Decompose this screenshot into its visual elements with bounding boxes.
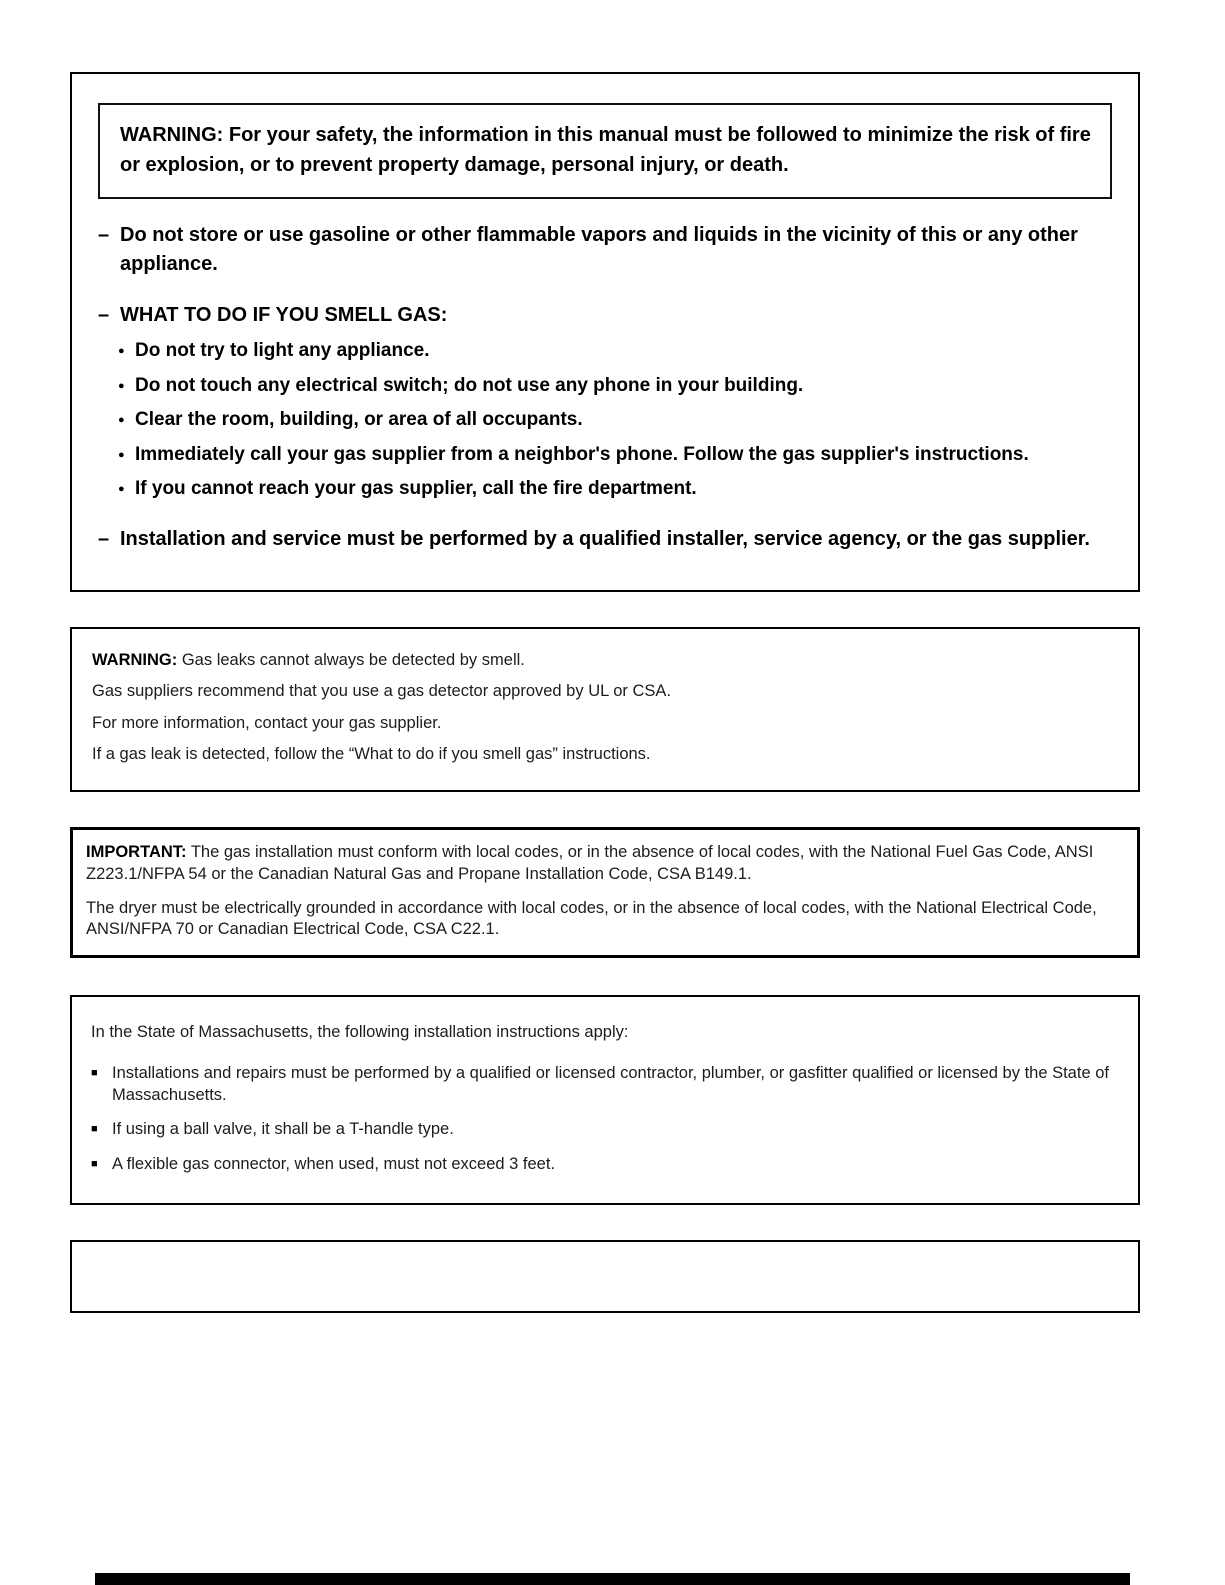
- list-item-text: Do not touch any electrical switch; do not use any phone in your building.: [135, 374, 804, 396]
- footer-bar: [95, 1573, 1130, 1585]
- dash-marker: –: [98, 527, 110, 550]
- massachusetts-box: [70, 995, 1140, 1205]
- gas-leak-line: [92, 650, 1118, 671]
- list-item-smell-gas-title: [98, 301, 1112, 330]
- list-item-text: Clear the room, building, or area of all occupants.: [135, 409, 583, 431]
- list-item: [118, 475, 1112, 503]
- list-item: [91, 1154, 1118, 1175]
- list-item-flammable: [98, 221, 1112, 279]
- gas-leak-line: Gas suppliers recommend that you use a gas detector approved by UL or CSA.: [92, 682, 672, 701]
- list-item-text: Installation and service must be performed by a qualified installer, service agency, or the gas supplier.: [120, 527, 1090, 550]
- important-label: IMPORTANT:: [86, 843, 187, 862]
- list-item: [91, 1119, 1118, 1140]
- warning-header-text: WARNING: For your safety, the information in this manual must be followed to minimize the risk of fire or explosion, or to prevent property damage, personal injury, or death.: [120, 124, 1091, 176]
- list-item-text: A flexible gas connector, when used, must not exceed 3 feet.: [112, 1154, 556, 1173]
- list-item: [118, 372, 1112, 400]
- bullet-marker: ●: [118, 483, 125, 496]
- gas-leak-line: If a gas leak is detected, follow the “What to do if you smell gas” instructions.: [92, 745, 651, 764]
- square-marker: ■: [91, 1123, 98, 1136]
- list-item-text: WHAT TO DO IF YOU SMELL GAS:: [120, 304, 448, 326]
- list-item: [118, 337, 1112, 365]
- square-marker: ■: [91, 1067, 98, 1080]
- list-item-text: If using a ball valve, it shall be a T-handle type.: [112, 1120, 454, 1139]
- bullet-marker: ●: [118, 345, 125, 357]
- main-warning-box: [70, 72, 1140, 592]
- empty-box: [70, 1240, 1140, 1313]
- list-item: [118, 441, 1112, 469]
- list-item-text: Do not store or use gasoline or other flammable vapors and liquids in the vicinity of this or any other appliance.: [120, 224, 1078, 275]
- important-codes-box: [70, 827, 1140, 957]
- dash-marker: –: [98, 224, 110, 246]
- bullet-marker: ●: [118, 448, 125, 461]
- square-marker: ■: [91, 1157, 98, 1170]
- gas-leak-warning-box: [70, 627, 1140, 793]
- warning-header-box: [98, 103, 1112, 199]
- important-paragraph: The dryer must be electrically grounded in accordance with local codes, or in the absence of local codes, with the National Electrical Code, ANSI/NFPA 70 or Canadian Electrical Code, CSA C22.1.: [86, 898, 1097, 938]
- list-item-text: Do not try to light any appliance.: [135, 340, 430, 361]
- bullet-marker: ●: [118, 379, 125, 392]
- important-paragraph-text: The gas installation must conform with local codes, or in the absence of local codes, with the National Fuel Gas Code, ANSI Z223.1/NFPA 54 or the Canadian Natural Gas and Propane Installation Code, CSA B149.1.: [86, 843, 1094, 883]
- massachusetts-intro: In the State of Massachusetts, the following installation instructions apply:: [91, 1022, 629, 1041]
- list-item: [91, 1063, 1118, 1106]
- list-item-text: If you cannot reach your gas supplier, call the fire department.: [135, 478, 697, 500]
- dash-marker: –: [98, 304, 110, 326]
- list-item: [118, 406, 1112, 434]
- list-item-text: Installations and repairs must be performed by a qualified or licensed contractor, plumber, or gasfitter qualified or licensed by the State of Massachusetts.: [112, 1064, 1109, 1104]
- smell-gas-steps-list: [118, 337, 1112, 503]
- warning-label: WARNING:: [92, 650, 178, 669]
- gas-leak-line-text: Gas leaks cannot always be detected by smell.: [181, 650, 525, 669]
- gas-leak-line: For more information, contact your gas supplier.: [92, 713, 442, 732]
- bullet-marker: ●: [118, 414, 125, 427]
- list-item-installation: [98, 525, 1112, 554]
- important-paragraph: [86, 842, 1121, 884]
- list-item-text: Immediately call your gas supplier from a neighbor's phone. Follow the gas supplier's instructions.: [135, 443, 1029, 465]
